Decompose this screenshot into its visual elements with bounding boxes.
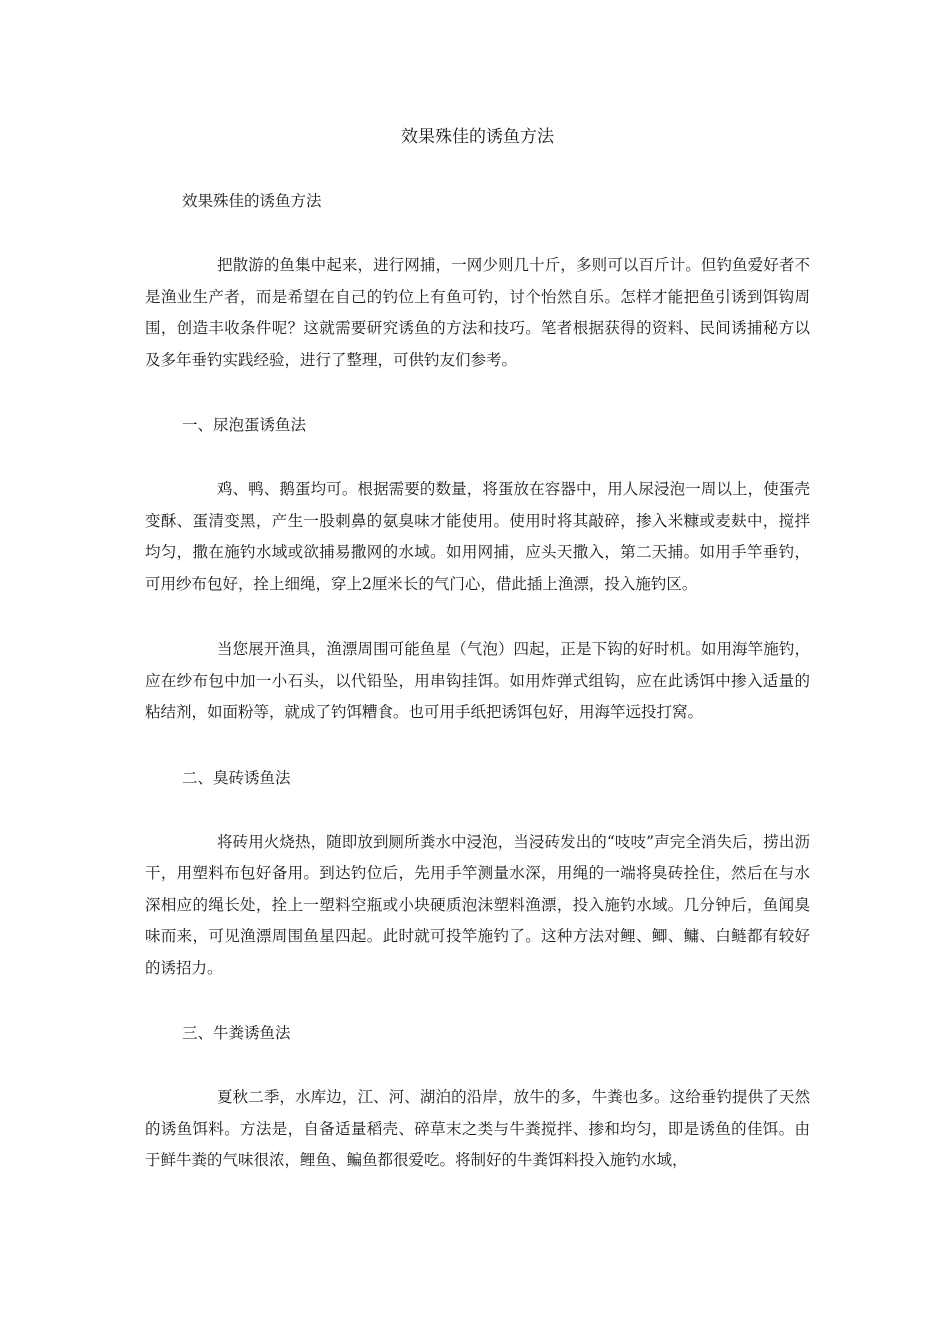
- document-subtitle: 效果殊佳的诱鱼方法: [182, 192, 322, 210]
- section-3-paragraph-1: 夏秋二季，水库边，江、河、湖泊的沿岸，放牛的多，牛粪也多。这给垂钓提供了天然的诱鱼饵料。方法是，自备适量稻壳、碎草末之类与牛粪搅拌、掺和均匀，即是诱鱼的佳饵。由于鲜牛粪的气味很浓，鲤鱼、鳊鱼都很爱吃。将制好的牛粪饵料投入施钓水域，: [145, 1088, 810, 1169]
- document-title: 效果殊佳的诱鱼方法: [401, 127, 554, 147]
- section-heading-1: 一、尿泡蛋诱鱼法: [182, 416, 307, 434]
- section-heading-3: 三、牛粪诱鱼法: [182, 1024, 291, 1042]
- section-2-paragraph-1: 将砖用火烧热，随即放到厕所粪水中浸泡，当浸砖发出的“吱吱”声完全消失后，捞出沥干，用塑料布包好备用。到达钓位后，先用手竿测量水深，用绳的一端将臭砖拴住，然后在与水深相应的绳长处，拴上一塑料空瓶或小块硬质泡沫塑料渔漂，投入施钓水域。几分钟后，鱼闻臭味而来，可见渔漂周围鱼星四起。此时就可投竿施钓了。这种方法对鲤、鲫、鳙、白鲢都有较好的诱招力。: [145, 832, 810, 977]
- intro-paragraph: 把散游的鱼集中起来，进行网捕，一网少则几十斤，多则可以百斤计。但钓鱼爱好者不是渔业生产者，而是希望在自己的钓位上有鱼可钓，讨个怡然自乐。怎样才能把鱼引诱到饵钩周围，创造丰收条件呢？这就需要研究诱鱼的方法和技巧。笔者根据获得的资料、民间诱捕秘方以及多年垂钓实践经验，进行了整理，可供钓友们参考。: [145, 256, 810, 369]
- section-1-paragraph-1: 鸡、鸭、鹅蛋均可。根据需要的数量，将蛋放在容器中，用人尿浸泡一周以上，使蛋壳变酥、蛋清变黑，产生一股刺鼻的氨臭味才能使用。使用时将其敲碎，掺入米糠或麦麸中，搅拌均匀，撒在施钓水域或欲捕易撒网的水域。如用网捕，应头天撒入，第二天捕。如用手竿垂钓，可用纱布包好，拴上细绳，穿上2厘米长的气门心，借此插上渔漂，投入施钓区。: [145, 480, 810, 593]
- section-1-paragraph-2: 当您展开渔具，渔漂周围可能鱼星（气泡）四起，正是下钩的好时机。如用海竿施钓，应在纱布包中加一小石头，以代铅坠，用串钩挂饵。如用炸弹式组钩，应在此诱饵中掺入适量的粘结剂，如面粉等，就成了钓饵糟食。也可用手纸把诱饵包好，用海竿远投打窝。: [145, 640, 810, 721]
- section-heading-2: 二、臭砖诱鱼法: [182, 768, 291, 787]
